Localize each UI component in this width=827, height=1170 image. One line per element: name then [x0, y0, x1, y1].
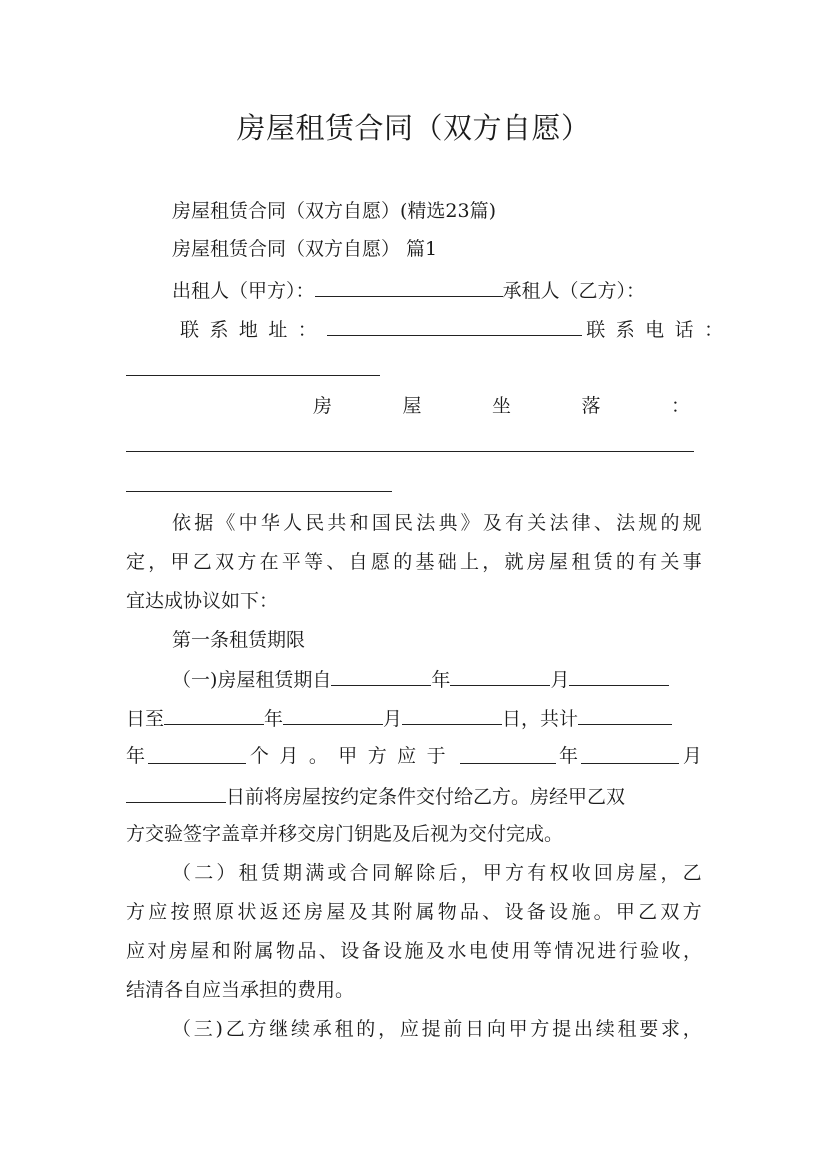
clause1-3-line: （ 三 ) 乙 方 继 续 承 租 的 ， 应 提 前 日 向 甲 方 提 出 续 租 要 求 ， — [172, 1018, 702, 1040]
intro-line: 定 ， 甲 乙 双 方 在 平 等 、 自 愿 的 基 础 上 ， 就 房 屋 租 赁 的 有 关 事 — [126, 551, 702, 573]
clause1-2-line: 方 应 按 照 原 状 返 还 房 屋 及 其 附 属 物 品 、 设 备 设 施 。 甲 乙 双 方 — [126, 901, 702, 923]
party-line — [172, 277, 702, 303]
location-char: 屋 — [402, 395, 422, 417]
address-blank[interactable] — [327, 316, 582, 336]
clause1-1-line4: 日前将房屋按约定条件交付给乙方。房经甲乙双 — [126, 783, 702, 809]
clause1-2-line: （ 二 ） 租 赁 期 满 或 合 同 解 除 后 ， 甲 方 有 权 收 回 房 屋 ， 乙 — [172, 862, 702, 884]
clause1-2-line: 结清各自应当承担的费用。 — [126, 979, 355, 1001]
location-char: ： — [670, 395, 690, 417]
clause1-1-line5: 方交验签字盖章并移交房门钥匙及后视为交付完成。 — [126, 823, 564, 845]
start-year-blank[interactable] — [331, 666, 431, 686]
phone-blank[interactable] — [126, 375, 380, 376]
location-char: 落 — [581, 395, 601, 417]
end-day-blank[interactable] — [402, 705, 502, 725]
contact-line — [172, 316, 734, 342]
lessee-label: 承租人（乙方）： — [502, 280, 646, 302]
clause1-1-line3: 年 个月。甲方应于 年 月 — [126, 745, 702, 767]
start-day-blank[interactable] — [569, 666, 669, 686]
end-month-blank[interactable] — [283, 705, 383, 725]
start-month-blank[interactable] — [450, 666, 550, 686]
location-blank-1[interactable] — [126, 451, 694, 452]
clause1-heading: 第一条租赁期限 — [172, 629, 306, 651]
article-heading: 房屋租赁合同（双方自愿） 篇1 — [172, 238, 438, 260]
total-years-blank[interactable] — [578, 705, 672, 725]
location-char: 房 — [313, 395, 333, 417]
location-blank-2[interactable] — [126, 491, 392, 492]
location-char: 坐 — [491, 395, 511, 417]
intro-line: 宜达成协议如下： — [126, 590, 279, 612]
clause1-2-line: 应 对 房 屋 和 附 属 物 品 、 设 备 设 施 及 水 电 使 用 等 情 况 进 行 验 收 ， — [126, 940, 702, 962]
document-subtitle: 房屋租赁合同（双方自愿）(精选23篇) — [172, 200, 497, 222]
location-label — [313, 394, 690, 418]
deliver-year-blank[interactable] — [460, 744, 556, 764]
lessor-label: 出租人（甲方）： — [172, 280, 315, 302]
address-label: 联系地址： — [180, 319, 328, 341]
intro-line: 依 据 《 中 华 人 民 共 和 国 民 法 典 》 及 有 关 法 律 、 法 规 的 规 — [172, 512, 702, 534]
clause1-1-line1: （一)房屋租赁期自 年 月 — [172, 666, 702, 692]
clause1-1-line2: 日至 年 月 日，共计 — [126, 705, 702, 731]
end-year-blank[interactable] — [164, 705, 264, 725]
total-months-blank[interactable] — [148, 744, 246, 764]
deliver-month-blank[interactable] — [581, 744, 679, 764]
lessor-blank[interactable] — [315, 277, 503, 297]
phone-label: 联系电话： — [586, 319, 734, 341]
document-title: 房屋租赁合同（双方自愿） — [236, 111, 591, 145]
deliver-day-blank[interactable] — [126, 783, 226, 803]
